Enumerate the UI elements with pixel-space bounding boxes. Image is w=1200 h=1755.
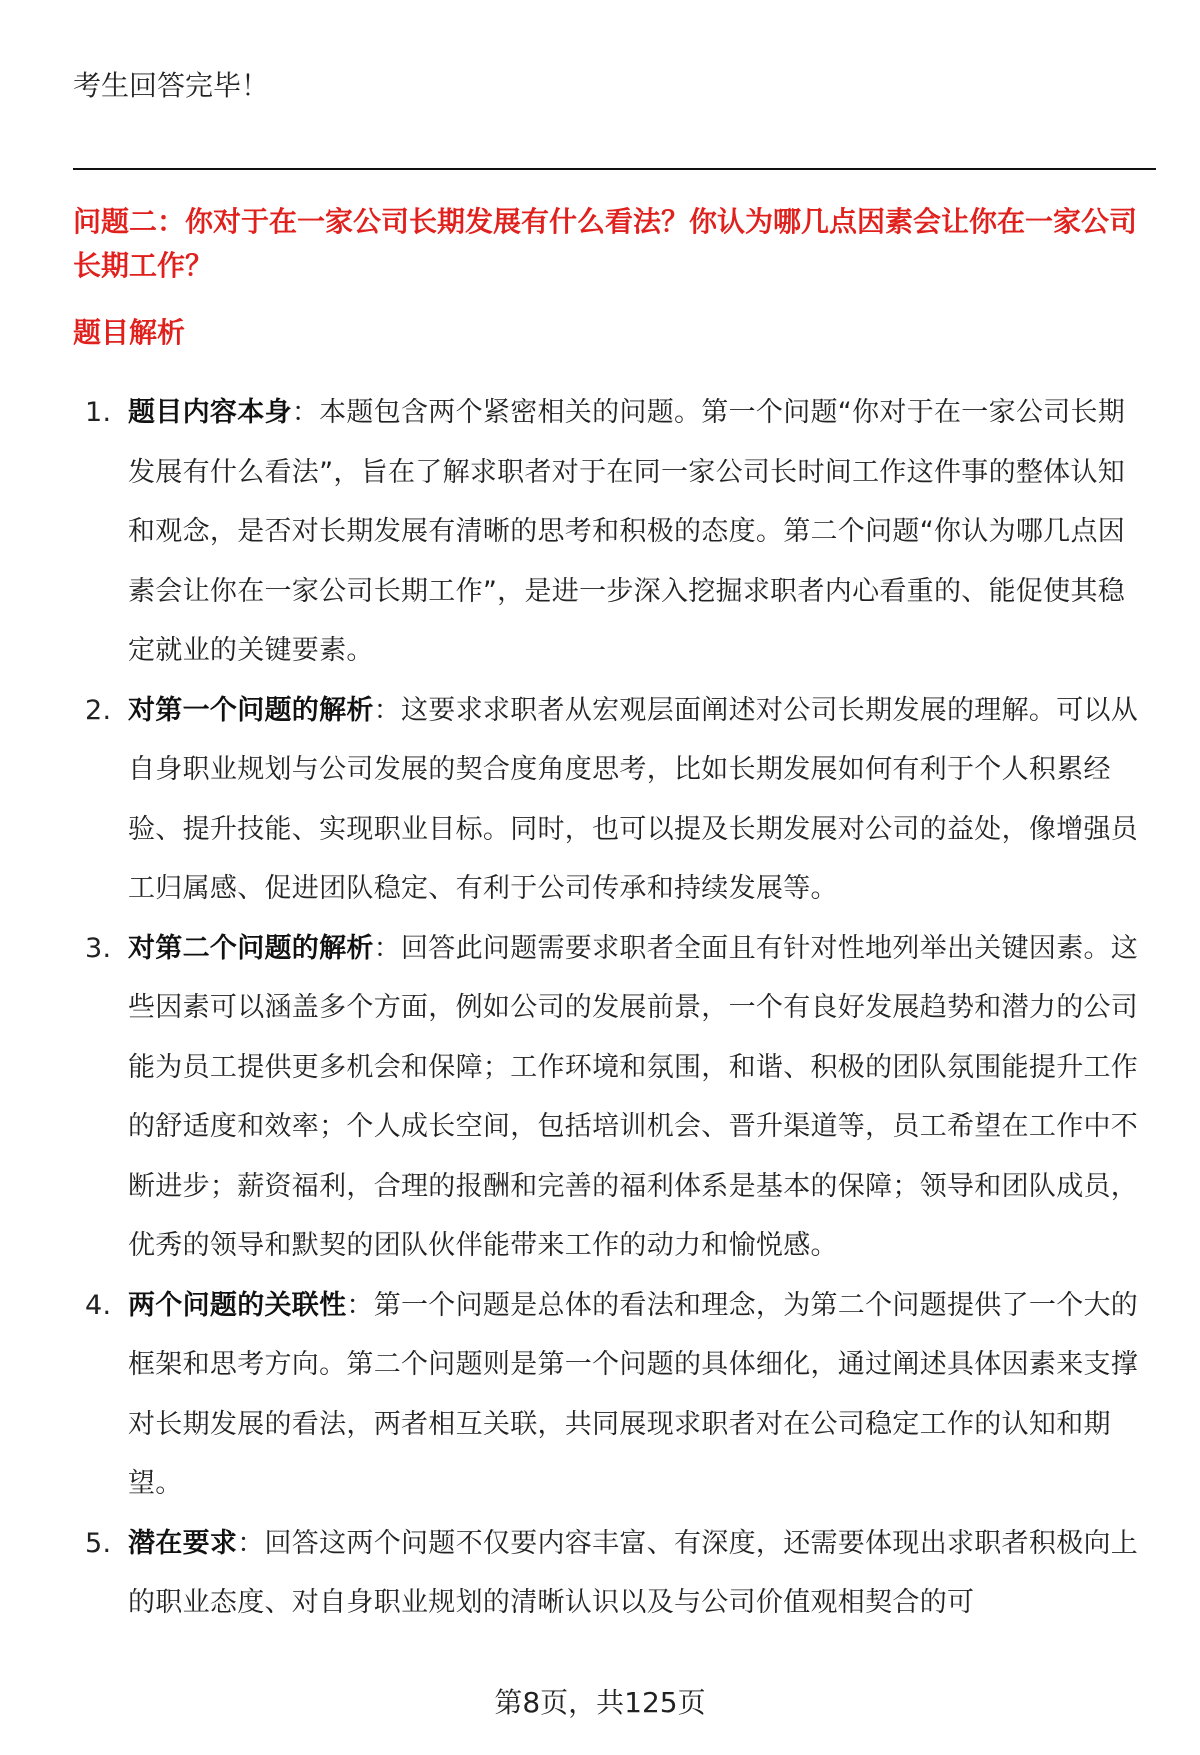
item-text: ：本题包含两个紧密相关的问题。第一个问题“你对于在一家公司长期发展有什么看法”，旨在了解求职者对于在同一家公司长时间工作这件事的整体认知和观念，是否对长期发展有清晰的思考和积极的态度。第二个问题“你认为哪几点因素会让你在一家公司长期工作”，是进一步深入挖掘求职者内心看重的、能促使其稳定就业的关键要素。 — [128, 397, 1126, 666]
item-text: ：回答这两个问题不仅要内容丰富、有深度，还需要体现出求职者积极向上的职业态度、对自身职业规划的清晰认识以及与公司价值观相契合的可 — [128, 1527, 1139, 1618]
intro-text: 考生回答完毕！ — [73, 69, 270, 102]
item-text: ：这要求求职者从宏观层面阐述对公司长期发展的理解。可以从自身职业规划与公司发展的契合度角度思考，比如长期发展如何有利于个人积累经验、提升技能、实现职业目标。同时，也可以提及长期发展对公司的益处，像增强员工归属感、促进团队稳定、有利于公司传承和持续发展等。 — [128, 694, 1139, 904]
list-item — [73, 681, 1148, 919]
item-number: 3. — [85, 932, 112, 964]
list-item — [73, 383, 1148, 681]
item-number: 1. — [85, 397, 112, 428]
item-text: ：第一个问题是总体的看法和理念，为第二个问题提供了一个大的框架和思考方向。第二个问题则是第一个问题的具体细化，通过阐述具体因素来支撑对长期发展的看法，两者相互关联，共同展现求职者对在公司稳定工作的认知和期望。 — [128, 1289, 1139, 1499]
item-lead: 潜在要求 — [128, 1527, 238, 1559]
analysis-list — [73, 383, 1148, 1633]
item-number: 2. — [85, 694, 112, 726]
item-lead: 对第一个问题的解析 — [128, 694, 374, 726]
question-heading: 问题二：你对于在一家公司长期发展有什么看法？你认为哪几点因素会让你在一家公司长期工作？ — [73, 205, 1138, 282]
list-item — [73, 1514, 1148, 1633]
item-lead: 对第二个问题的解析 — [128, 932, 374, 964]
list-item — [73, 1276, 1148, 1514]
item-lead: 题目内容本身 — [128, 397, 292, 428]
item-text: ：回答此问题需要求职者全面且有针对性地列举出关键因素。这些因素可以涵盖多个方面，例如公司的发展前景，一个有良好发展趋势和潜力的公司能为员工提供更多机会和保障；工作环境和氛围，和谐、积极的团队氛围能提升工作的舒适度和效率；个人成长空间，包括培训机会、晋升渠道等，员工希望在工作中不断进步；薪资福利，合理的报酬和完善的福利体系是基本的保障；领导和团队成员，优秀的领导和默契的团队伙伴能带来工作的动力和愉悦感。 — [128, 932, 1139, 1261]
list-item — [73, 919, 1148, 1276]
item-number: 5. — [85, 1527, 112, 1559]
section-title: 题目解析 — [73, 316, 186, 349]
item-lead: 两个问题的关联性 — [128, 1289, 347, 1321]
section-divider — [73, 168, 1156, 170]
item-number: 4. — [85, 1289, 112, 1321]
page-footer: 第8页，共125页 — [494, 1686, 706, 1719]
